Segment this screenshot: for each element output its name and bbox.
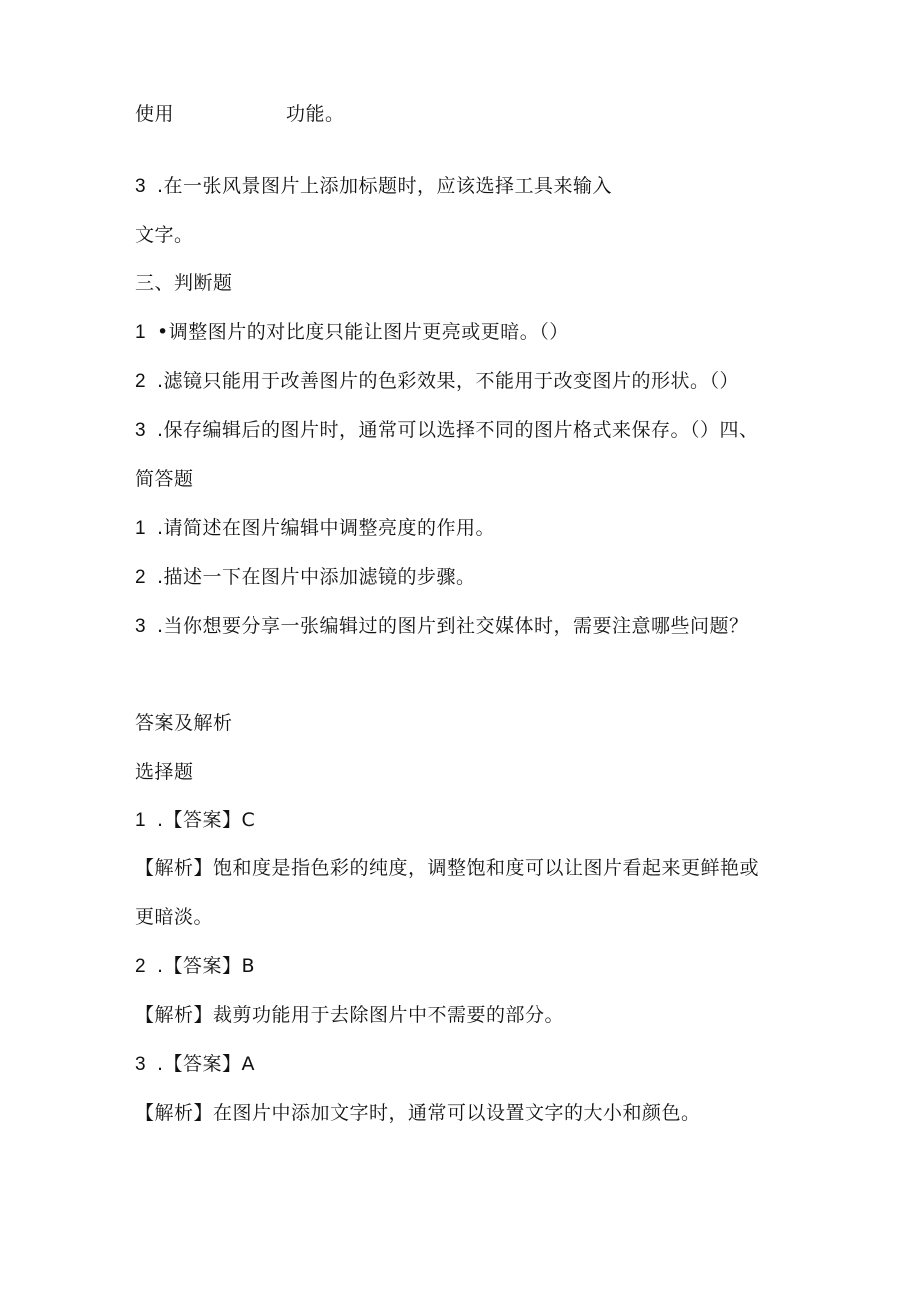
judge-item-2 [135, 368, 739, 395]
item-text: .当你想要分享一张编辑过的图片到社交媒体时，需要注意哪些问题？ [157, 615, 749, 637]
judge-item-3 [135, 417, 759, 444]
judge-item-1 [135, 319, 569, 346]
short-item-2 [135, 564, 476, 591]
short-item-3 [135, 613, 749, 640]
answer-text: .【答案】A [157, 1053, 256, 1075]
fill-blank-item3-cont: 文字。 [135, 224, 194, 246]
item-number: 2 [135, 567, 147, 588]
item-number: 3 [135, 420, 147, 441]
item-text: •调整图片的对比度只能让图片更亮或更暗。（） [157, 321, 569, 343]
analysis-item-1-cont: 更暗淡。 [135, 906, 214, 928]
fill-blank-item2-tail [135, 101, 345, 127]
answer-item-1 [135, 807, 255, 834]
item-text: .保存编辑后的图片时，通常可以选择不同的图片格式来保存。（）四、 [157, 419, 759, 441]
fill-blank-item3 [135, 173, 612, 200]
item-text: .描述一下在图片中添加滤镜的步骤。 [157, 566, 476, 588]
answer-item-2 [135, 953, 255, 980]
item-number: 3 [135, 616, 147, 637]
text-before-blank: 使用 [135, 103, 175, 125]
text-after-blank: 功能。 [286, 103, 345, 125]
answers-heading: 答案及解析 [135, 712, 233, 734]
short-item-1 [135, 515, 495, 542]
analysis-item-3: 【解析】在图片中添加文字时，通常可以设置文字的大小和颜色。 [135, 1102, 701, 1124]
answer-text: .【答案】C [157, 809, 256, 831]
answers-subheading: 选择题 [135, 761, 194, 783]
item-number: 1 [135, 810, 147, 831]
item-text: .在一张风景图片上添加标题时，应该选择工具来输入 [157, 175, 613, 197]
item-number: 2 [135, 956, 147, 977]
item-text: .请简述在图片编辑中调整亮度的作用。 [157, 517, 496, 539]
short-heading: 简答题 [135, 468, 194, 490]
judge-heading: 三、判断题 [135, 272, 233, 294]
analysis-item-2: 【解析】裁剪功能用于去除图片中不需要的部分。 [135, 1004, 565, 1026]
item-number: 3 [135, 176, 147, 197]
answer-text: .【答案】B [157, 955, 256, 977]
item-number: 1 [135, 518, 147, 539]
item-number: 1 [135, 322, 147, 343]
item-number: 2 [135, 371, 147, 392]
item-number: 3 [135, 1054, 147, 1075]
analysis-item-1: 【解析】饱和度是指色彩的纯度，调整饱和度可以让图片看起来更鲜艳或 [135, 857, 760, 879]
answer-item-3 [135, 1051, 255, 1078]
item-text: .滤镜只能用于改善图片的色彩效果，不能用于改变图片的形状。（） [157, 370, 740, 392]
